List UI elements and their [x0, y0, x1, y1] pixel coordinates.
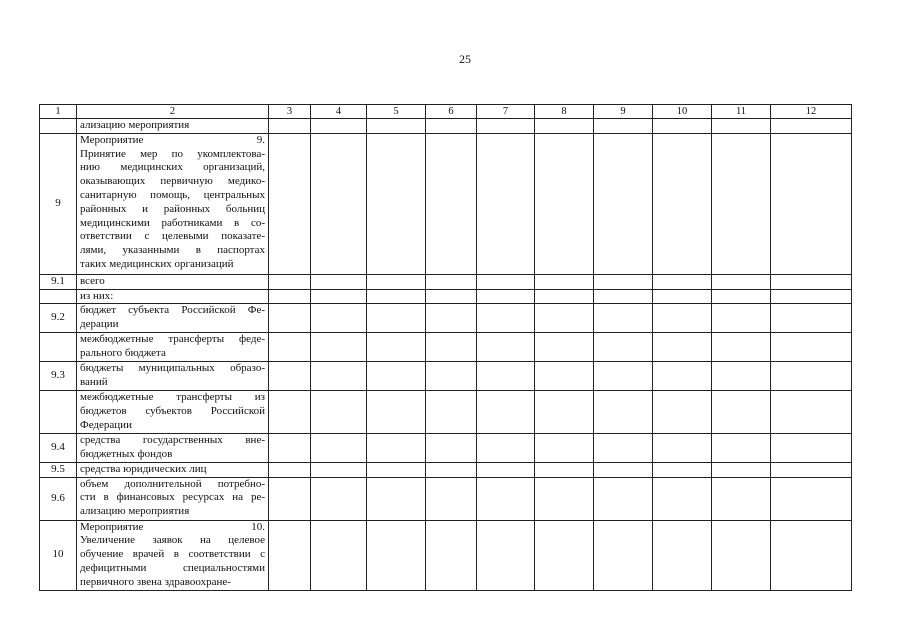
description-line: районных и районных больниц [80, 202, 265, 215]
value-cell [311, 462, 367, 477]
column-header: 10 [653, 105, 712, 119]
row-description [77, 289, 269, 304]
value-cell [367, 520, 426, 590]
table-row [40, 304, 852, 333]
description-line: межбюджетные трансферты феде- [80, 333, 265, 346]
value-cell [712, 362, 771, 391]
value-cell [535, 391, 594, 433]
value-cell [712, 520, 771, 590]
description-line: дерации [80, 318, 119, 331]
column-header: 3 [269, 105, 311, 119]
value-cell [594, 433, 653, 462]
table-row [40, 333, 852, 362]
value-cell [367, 391, 426, 433]
description-line: межбюджетные трансферты из [80, 391, 265, 404]
value-cell [771, 304, 852, 333]
value-cell [535, 520, 594, 590]
column-header: 5 [367, 105, 426, 119]
description-line: средства юридических лиц [80, 462, 207, 475]
value-cell [771, 133, 852, 274]
table-row [40, 477, 852, 520]
row-description [77, 462, 269, 477]
description-line: сти в финансовых ресурсах на ре- [80, 491, 265, 504]
header-row [40, 105, 852, 119]
value-cell [653, 333, 712, 362]
row-number: 9.3 [40, 362, 77, 391]
value-cell [426, 362, 477, 391]
value-cell [269, 274, 311, 289]
value-cell [771, 433, 852, 462]
value-cell [367, 133, 426, 274]
value-cell [311, 477, 367, 520]
value-cell [311, 520, 367, 590]
row-number: 10 [40, 520, 77, 590]
value-cell [477, 119, 535, 134]
table-row [40, 391, 852, 433]
table-row [40, 289, 852, 304]
description-line: медицинскими работниками в со- [80, 216, 265, 229]
description-line: обучение врачей в соответствии с [80, 548, 265, 561]
description-line: из них: [80, 289, 114, 302]
value-cell [269, 119, 311, 134]
value-cell [311, 433, 367, 462]
table-row [40, 133, 852, 274]
value-cell [367, 433, 426, 462]
value-cell [426, 462, 477, 477]
value-cell [653, 119, 712, 134]
table-row [40, 433, 852, 462]
value-cell [477, 133, 535, 274]
value-cell [269, 362, 311, 391]
description-line: бюджет субъекта Российской Фе- [80, 304, 265, 317]
description-line: средства государственных вне- [80, 433, 265, 446]
value-cell [535, 362, 594, 391]
value-cell [712, 477, 771, 520]
value-cell [535, 274, 594, 289]
value-cell [269, 133, 311, 274]
value-cell [535, 133, 594, 274]
column-header: 1 [40, 105, 77, 119]
value-cell [712, 274, 771, 289]
value-cell [477, 304, 535, 333]
value-cell [594, 362, 653, 391]
column-header: 7 [477, 105, 535, 119]
table-row [40, 462, 852, 477]
value-cell [426, 333, 477, 362]
value-cell [535, 433, 594, 462]
value-cell [535, 333, 594, 362]
value-cell [477, 520, 535, 590]
value-cell [712, 333, 771, 362]
description-line: Увеличение заявок на целевое [80, 534, 265, 547]
value-cell [594, 119, 653, 134]
description-line: Мероприятие 9. [80, 133, 265, 146]
row-number: 9.5 [40, 462, 77, 477]
value-cell [311, 333, 367, 362]
value-cell [712, 462, 771, 477]
value-cell [653, 520, 712, 590]
value-cell [311, 274, 367, 289]
value-cell [367, 274, 426, 289]
description-line: всего [80, 274, 105, 287]
description-line: бюджеты муниципальных образо- [80, 362, 265, 375]
value-cell [367, 304, 426, 333]
row-description [77, 520, 269, 590]
column-header: 6 [426, 105, 477, 119]
value-cell [269, 304, 311, 333]
value-cell [367, 477, 426, 520]
value-cell [426, 433, 477, 462]
value-cell [771, 289, 852, 304]
description-line: ответствии с целевыми показате- [80, 230, 265, 243]
value-cell [367, 289, 426, 304]
value-cell [771, 462, 852, 477]
value-cell [771, 520, 852, 590]
table-row [40, 274, 852, 289]
row-description [77, 119, 269, 134]
row-number: 9.4 [40, 433, 77, 462]
value-cell [477, 433, 535, 462]
description-line: объем дополнительной потребно- [80, 477, 265, 490]
value-cell [426, 477, 477, 520]
table-body [40, 105, 852, 591]
column-header: 8 [535, 105, 594, 119]
row-number [40, 119, 77, 134]
value-cell [653, 274, 712, 289]
value-cell [426, 133, 477, 274]
description-line: ализацию мероприятия [80, 505, 190, 518]
row-number: 9.2 [40, 304, 77, 333]
value-cell [594, 133, 653, 274]
row-number [40, 333, 77, 362]
description-line: дефицитными специальностями [80, 561, 265, 574]
value-cell [477, 462, 535, 477]
value-cell [653, 462, 712, 477]
value-cell [426, 520, 477, 590]
value-cell [477, 391, 535, 433]
value-cell [594, 462, 653, 477]
row-description [77, 391, 269, 433]
value-cell [771, 391, 852, 433]
value-cell [535, 289, 594, 304]
description-line: оказывающих первичную медико- [80, 175, 265, 188]
column-header: 4 [311, 105, 367, 119]
description-line: таких медицинских организаций [80, 257, 234, 270]
value-cell [426, 289, 477, 304]
table-row [40, 119, 852, 134]
page-number: 25 [459, 52, 471, 66]
value-cell [712, 304, 771, 333]
description-line: первичного звена здравоохране- [80, 575, 231, 588]
value-cell [477, 333, 535, 362]
description-line: ваний [80, 376, 108, 389]
row-number: 9 [40, 133, 77, 274]
value-cell [477, 477, 535, 520]
value-cell [535, 304, 594, 333]
value-cell [311, 304, 367, 333]
value-cell [594, 333, 653, 362]
description-line: Мероприятие 10. [80, 520, 265, 533]
value-cell [269, 391, 311, 433]
description-line: Федерации [80, 418, 132, 431]
row-number [40, 289, 77, 304]
value-cell [653, 433, 712, 462]
value-cell [653, 477, 712, 520]
description-line: бюджетов субъектов Российской [80, 405, 265, 418]
value-cell [269, 433, 311, 462]
value-cell [653, 304, 712, 333]
description-line: ализацию мероприятия [80, 119, 190, 131]
row-number [40, 391, 77, 433]
table-row [40, 362, 852, 391]
value-cell [594, 477, 653, 520]
value-cell [771, 333, 852, 362]
value-cell [269, 333, 311, 362]
value-cell [712, 119, 771, 134]
value-cell [594, 391, 653, 433]
value-cell [771, 362, 852, 391]
row-description [77, 304, 269, 333]
value-cell [653, 133, 712, 274]
value-cell [269, 462, 311, 477]
value-cell [477, 362, 535, 391]
data-table [39, 104, 852, 591]
value-cell [311, 119, 367, 134]
description-line: нию медицинских организаций, [80, 161, 265, 174]
description-line: санитарную помощь, центральных [80, 188, 265, 201]
row-description [77, 362, 269, 391]
row-description [77, 477, 269, 520]
value-cell [269, 477, 311, 520]
value-cell [367, 333, 426, 362]
value-cell [653, 289, 712, 304]
description-line: рального бюджета [80, 347, 166, 360]
value-cell [594, 520, 653, 590]
value-cell [653, 391, 712, 433]
description-line: бюджетных фондов [80, 447, 173, 460]
value-cell [771, 477, 852, 520]
value-cell [426, 119, 477, 134]
row-description [77, 333, 269, 362]
value-cell [269, 289, 311, 304]
value-cell [477, 289, 535, 304]
value-cell [426, 274, 477, 289]
value-cell [367, 462, 426, 477]
value-cell [367, 119, 426, 134]
column-header: 9 [594, 105, 653, 119]
row-description [77, 433, 269, 462]
value-cell [653, 362, 712, 391]
value-cell [535, 119, 594, 134]
value-cell [311, 289, 367, 304]
row-description [77, 274, 269, 289]
value-cell [269, 520, 311, 590]
value-cell [426, 304, 477, 333]
value-cell [367, 362, 426, 391]
row-number: 9.1 [40, 274, 77, 289]
value-cell [712, 433, 771, 462]
value-cell [712, 391, 771, 433]
value-cell [712, 133, 771, 274]
value-cell [535, 477, 594, 520]
value-cell [594, 274, 653, 289]
value-cell [426, 391, 477, 433]
value-cell [477, 274, 535, 289]
value-cell [311, 391, 367, 433]
column-header: 2 [77, 105, 269, 119]
description-line: лями, указанными в паспортах [80, 244, 265, 257]
value-cell [594, 304, 653, 333]
row-description [77, 133, 269, 274]
description-line: Принятие мер по укомплектова- [80, 147, 265, 160]
value-cell [771, 119, 852, 134]
row-number: 9.6 [40, 477, 77, 520]
value-cell [771, 274, 852, 289]
table-row [40, 520, 852, 590]
column-header: 12 [771, 105, 852, 119]
column-header: 11 [712, 105, 771, 119]
value-cell [535, 462, 594, 477]
value-cell [311, 362, 367, 391]
value-cell [311, 133, 367, 274]
value-cell [594, 289, 653, 304]
value-cell [712, 289, 771, 304]
